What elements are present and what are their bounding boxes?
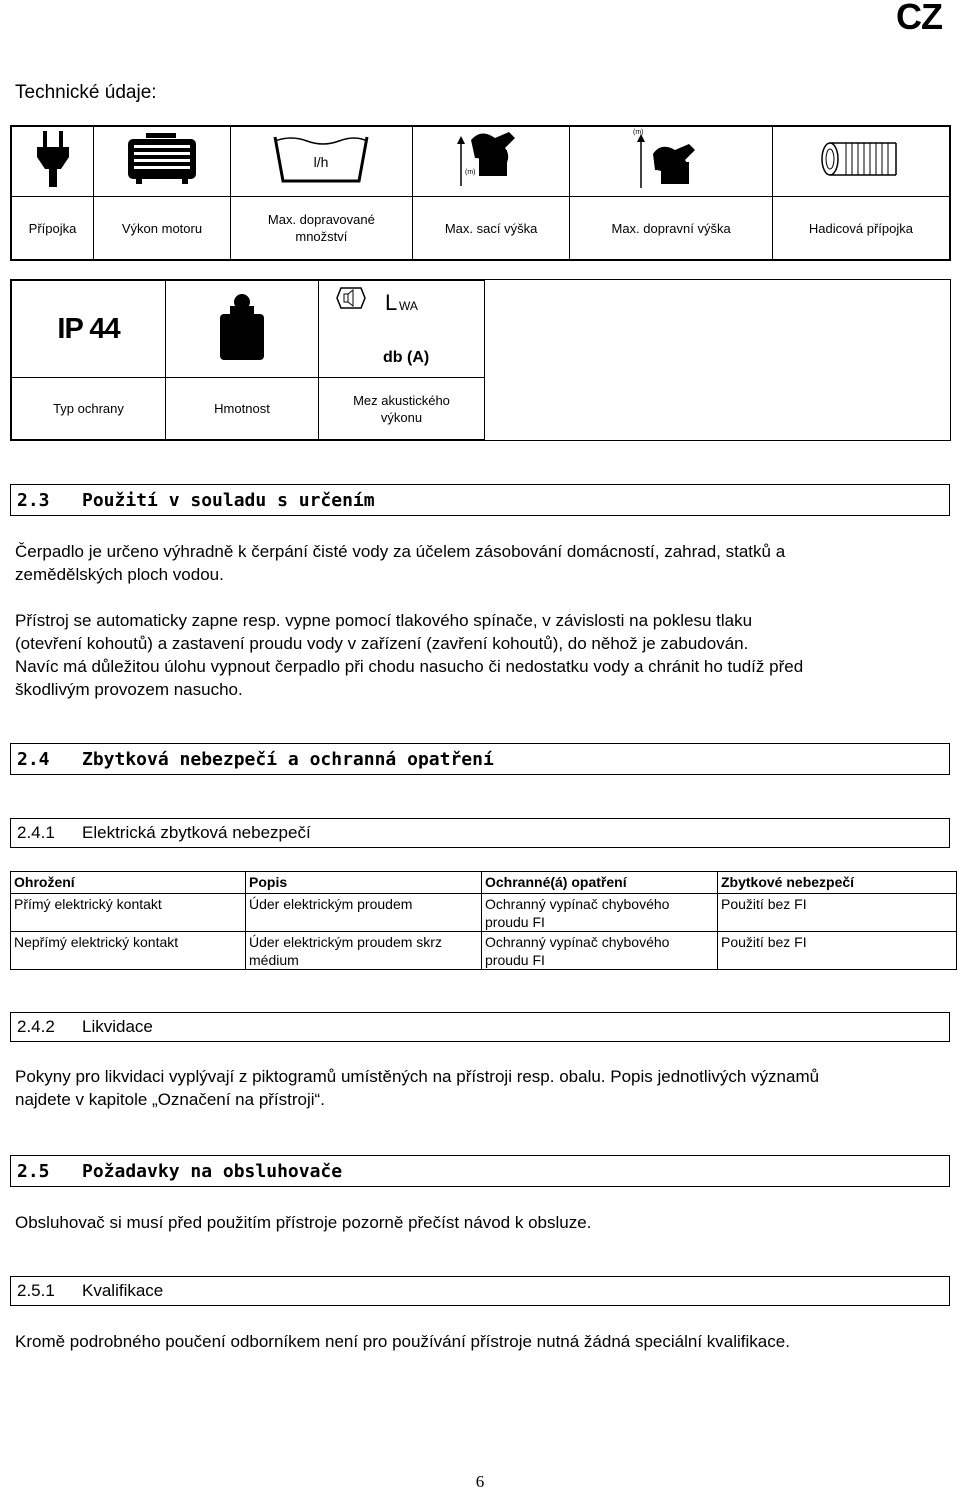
section-header-2-5: 2.5 Požadavky na obsluhovače	[10, 1155, 950, 1187]
svg-text:L: L	[384, 289, 397, 315]
svg-text:(m): (m)	[465, 169, 476, 176]
table-header-row	[11, 872, 957, 894]
page-number: 6	[475, 1472, 485, 1491]
weight-icon	[166, 281, 319, 378]
delivery-height-icon	[570, 127, 773, 197]
label-protection-type: Typ ochrany	[12, 378, 166, 440]
header-residual-hazard: Zbytkové nebezpečí	[718, 872, 957, 894]
svg-text:WA: WA	[398, 298, 418, 313]
label-max-delivery: Max. dopravní výška	[570, 197, 773, 260]
header-hazard: Ohrožení	[11, 872, 246, 894]
label-weight: Hmotnost	[166, 378, 319, 440]
svg-text:l/h: l/h	[313, 154, 329, 170]
label-max-suction: Max. sací výška	[412, 197, 570, 260]
section-header-2-4: 2.4 Zbytková nebezpečí a ochranná opatření	[10, 743, 950, 775]
section-header-2-3: 2.3 Použití v souladu s určením	[10, 484, 950, 516]
svg-text:db (A): db (A)	[382, 348, 429, 366]
header-protective-measures: Ochranné(á) opatření	[482, 872, 718, 894]
tech-data-title: Technické údaje:	[15, 82, 157, 103]
section-header-2-5-1: 2.5.1 Kvalifikace	[10, 1276, 950, 1306]
section-2-5-paragraph: Obsluhovač si musí před použitím přístroje pozorně přečíst návod k obsluze.	[15, 1213, 592, 1232]
ip-rating: IP 44	[12, 281, 166, 378]
hazard-table	[10, 871, 957, 970]
flow-basin-icon	[230, 127, 412, 197]
language-code: CZ	[896, 0, 942, 37]
label-connection: Přípojka	[12, 197, 94, 260]
label-motor-power: Výkon motoru	[94, 197, 231, 260]
table-row: Přímý elektrický kontakt Úder elektrickým proudem Ochranný vypínač chybového proudu FI Použití bez FI	[11, 894, 957, 932]
section-header-2-4-1: 2.4.1 Elektrická zbytková nebezpečí	[10, 818, 950, 848]
table-row: Nepřímý elektrický kontakt Úder elektrickým proudem skrz médium Ochranný vypínač chybového proudu FI Použití bez FI	[11, 932, 957, 970]
label-hose-connection: Hadicová přípojka	[772, 197, 949, 260]
suction-height-icon	[412, 127, 570, 197]
motor-icon	[94, 127, 231, 197]
svg-text:(m): (m)	[633, 129, 644, 136]
label-max-flow: Max. dopravované množství	[230, 197, 412, 260]
tech-icons-grid-1	[10, 125, 951, 261]
section-2-5-1-paragraph: Kromě podrobného poučení odborníkem není pro používání přístroje nutná žádná speciální kvalifikace.	[15, 1332, 790, 1351]
label-sound-power: Mez akustického výkonu	[319, 378, 485, 440]
tech-icons-grid-2	[10, 279, 951, 441]
section-2-3-paragraph-2: Přístroj se automaticky zapne resp. vypne pomocí tlakového spínače, v závislosti na poklesu tlaku (otevření kohoutů) a zastavení proudu vody v zařízení (zavření kohoutů), do něhož je zabudován. Navíc má důležitou úlohu vypnout čerpadlo při chodu nasucho či nedostatku vody a chránit ho tudíž před škodlivým provozem nasucho.	[15, 611, 804, 699]
section-2-4-2-paragraph: Pokyny pro likvidaci vyplývají z piktogramů umístěných na přístroji resp. obalu. Popis jednotlivých významů najdete v kapitole „Označení na přístroji“.	[15, 1067, 820, 1109]
plug-icon	[12, 127, 94, 197]
section-2-3-paragraph-1: Čerpadlo je určeno výhradně k čerpání čisté vody za účelem zásobování domácností, zahrad, statků a zemědělských ploch vodou.	[15, 542, 786, 584]
sound-power-icon	[319, 281, 485, 378]
hose-connection-icon	[772, 127, 949, 197]
header-description: Popis	[246, 872, 482, 894]
section-header-2-4-2: 2.4.2 Likvidace	[10, 1012, 950, 1042]
